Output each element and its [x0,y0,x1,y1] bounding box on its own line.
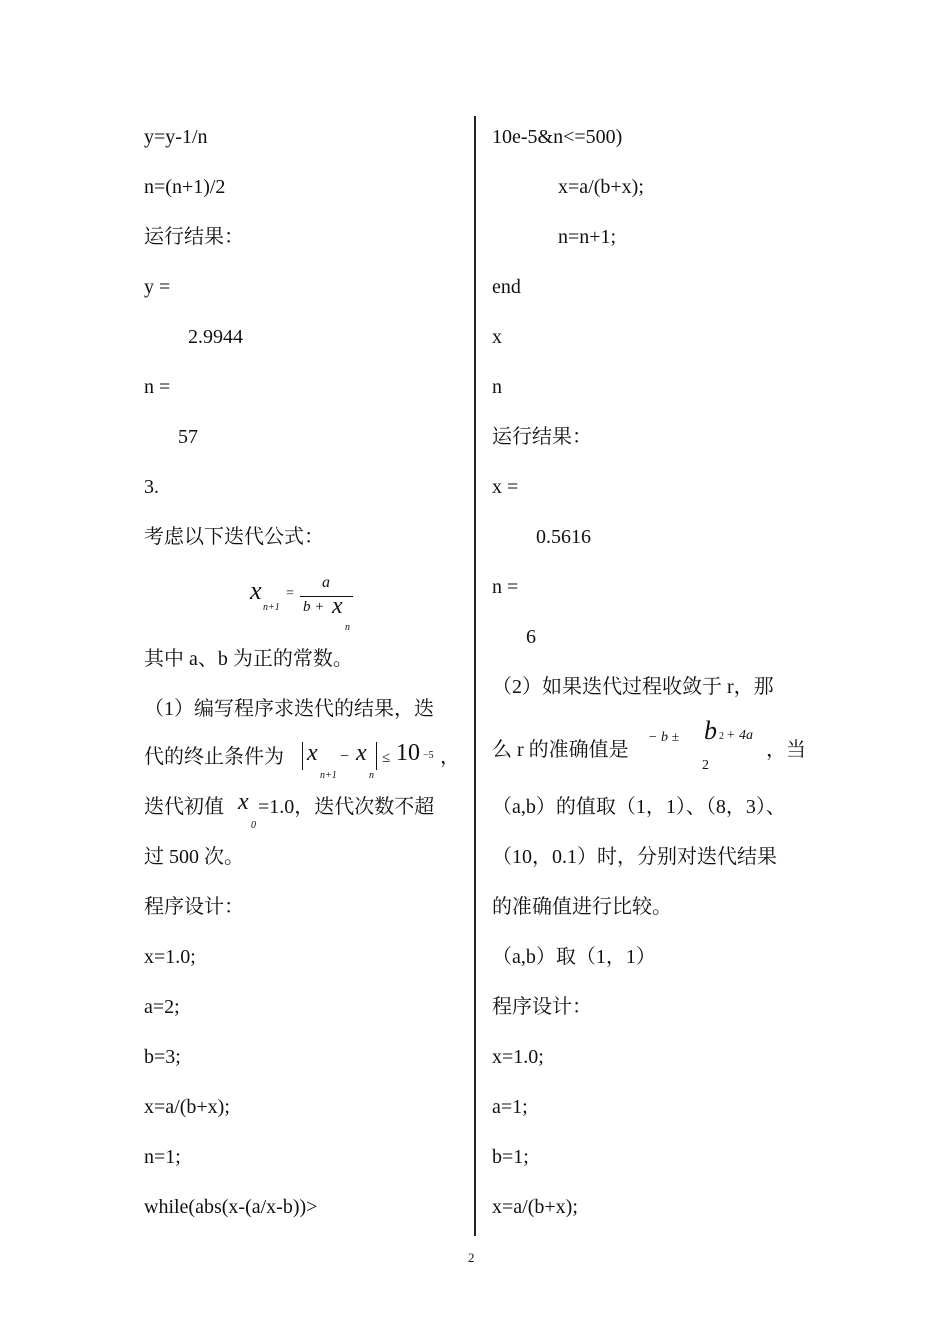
code-line: end [492,276,521,298]
section-label: 运行结果： [492,426,592,448]
denominator-subscript: n [345,622,350,633]
base-ten: 10 [396,740,420,766]
code-line: x=1.0; [492,1046,544,1068]
denominator-x: x [332,593,343,619]
formula-b: b [704,716,717,745]
code-line: x=a/(b+x); [144,1096,230,1118]
iteration-formula [248,572,368,634]
formula-x: x [356,740,367,766]
less-equal-sign: ≤ [382,750,391,766]
section-label: 程序设计： [492,996,592,1018]
fraction-bar [300,596,353,597]
square-exponent: 2 [719,731,724,742]
code-line: x [492,326,502,348]
formula-subscript: n+1 [320,770,337,781]
code-line: while(abs(x-(a/x-b))> [144,1196,318,1218]
paragraph-text: （a,b）的值取（1，1）、（8，3）、 [492,796,786,818]
code-line: b=1; [492,1146,529,1168]
output-value: 0.5616 [536,526,591,548]
punctuation: ， [440,746,460,768]
numerator: a [322,574,330,591]
formula-subscript: 0 [251,820,256,831]
code-line: x=a/(b+x); [492,1196,578,1218]
abs-bar-right [376,742,377,770]
equals-sign: = [286,586,294,601]
abs-bar-left [302,742,303,770]
problem-number: 3. [144,476,159,498]
output-line: y = [144,276,171,298]
paragraph-text: ，当 [766,739,806,761]
plus-four-a: + 4a [726,728,753,743]
code-line: x=1.0; [144,946,196,968]
output-line: x = [492,476,519,498]
paragraph-text: 的准确值进行比较。 [492,896,672,918]
root-formula [648,716,768,782]
code-line: 10e-5&n<=500) [492,126,623,148]
denominator-two: 2 [702,758,709,773]
formula-subscript: n [369,770,374,781]
code-line: n=n+1; [558,226,617,248]
paragraph-text: 过 500 次。 [144,846,244,868]
paragraph-text: 代的终止条件为 [144,746,284,768]
output-value: 57 [178,426,198,448]
initial-value-formula [236,787,260,833]
denominator-b: b + [303,599,325,615]
output-value: 6 [526,626,536,648]
formula-x: x [238,789,249,815]
page-number: 2 [468,1250,475,1265]
paragraph-text: =1.0，迭代次数不超 [258,796,435,818]
paragraph-text: （2）如果迭代过程收敛于 r，那 [492,676,774,698]
code-line: a=2; [144,996,180,1018]
paragraph-text: （10，0.1）时，分别对迭代结果 [492,846,777,868]
neg-b-plusminus: − b ± [648,730,680,745]
output-line: n = [492,576,519,598]
code-line: a=1; [492,1096,528,1118]
code-line: b=3; [144,1046,181,1068]
paragraph-text: 么 r 的准确值是 [492,739,629,761]
code-line: x=a/(b+x); [558,176,644,198]
paragraph-text: （a,b）取（1，1） [492,946,656,968]
output-value: 2.9944 [188,326,243,348]
code-line: n=(n+1)/2 [144,176,226,198]
section-label: 运行结果： [144,226,244,248]
minus-sign: − [340,748,350,765]
code-line: n [492,376,502,398]
stop-condition-formula [300,738,440,784]
formula-x: x [307,740,318,766]
exponent: −5 [423,750,434,761]
formula-x: x [250,576,262,605]
column-divider [474,116,476,1236]
code-line: y=y-1/n [144,126,208,148]
output-line: n = [144,376,171,398]
formula-subscript: n+1 [263,602,280,613]
paragraph-text: （1）编写程序求迭代的结果，迭 [144,698,434,720]
paragraph-text: 其中 a、b 为正的常数。 [144,648,353,670]
paragraph-text: 迭代初值 [144,796,224,818]
code-line: n=1; [144,1146,181,1168]
section-label: 程序设计： [144,896,244,918]
paragraph-text: 考虑以下迭代公式： [144,526,324,548]
